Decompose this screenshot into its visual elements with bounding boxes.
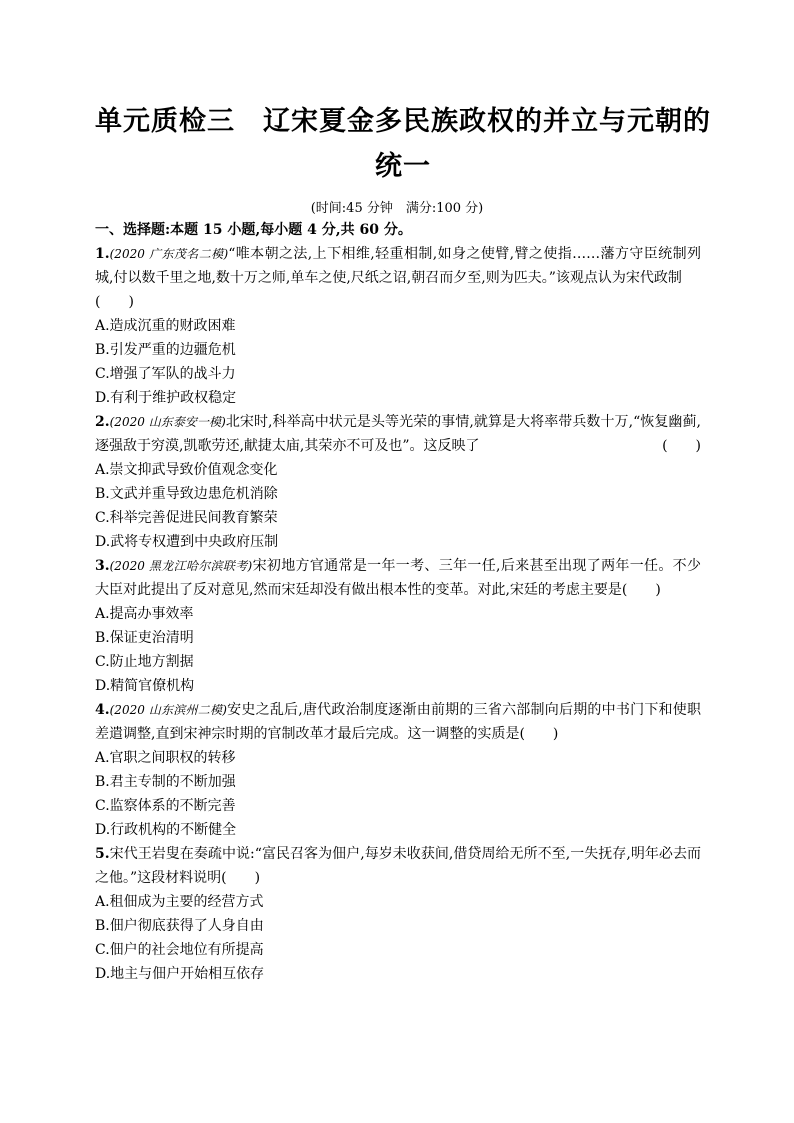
option-c: C.监察体系的不断完善 — [95, 798, 236, 814]
question-source: (2020 黑龙江哈尔滨联考) — [109, 559, 253, 573]
option-d: D.行政机构的不断健全 — [95, 822, 237, 838]
option-c: C.防止地方割据 — [95, 654, 194, 670]
option-d: D.地主与佃户开始相互依存 — [95, 966, 265, 982]
option-d: D.武将专权遭到中央政府压制 — [95, 534, 279, 550]
exam-info: (时间:45 分钟 满分:100 分) — [310, 201, 484, 216]
option-b: B.佃户彻底获得了人身自由 — [95, 918, 264, 934]
answer-bracket: ( ) — [95, 294, 134, 310]
option-c: C.增强了军队的战斗力 — [95, 366, 236, 382]
page-title-line-2: 统一 — [375, 151, 431, 182]
question-1: 1.(2020 广东茂名二模)“唯本朝之法,上下相维,轻重相制,如身之使臂,臂之使指……藩方守臣统制列城,付以数千里之地,数十万之师,单车之使,尺纸之诏,朝召而夕至,则为匹夫。”该观点认为宋代政制 — [95, 246, 701, 286]
question-source: (2020 山东滨州二模) — [109, 703, 227, 717]
page-title-line-1: 单元质检三 辽宋夏金多民族政权的并立与元朝的 — [95, 106, 711, 137]
question-5: 5.宋代王岩叟在奏疏中说:“富民召客为佃户,每岁未收获间,借贷周给无所不至,一失抚存,明年必去而之他。”这段材料说明( ) — [95, 846, 701, 886]
question-number: 2 — [95, 414, 105, 430]
question-stem: “唯本朝之法,上下相维,轻重相制,如身之使臂,臂之使指……藩方守臣统制列城,付以数千里之地,数十万之师,单车之使,尺纸之诏,朝召而夕至,则为匹夫。”该观点认为宋代政制 — [95, 246, 701, 286]
option-b: B.保证吏治清明 — [95, 630, 194, 646]
question-number: 5 — [95, 846, 105, 862]
question-body — [95, 218, 701, 986]
question-4: 4.(2020 山东滨州二模)安史之乱后,唐代政治制度逐渐由前期的三省六部制向后期的中书门下和使职差遣调整,直到宋神宗时期的官制改革才最后完成。这一调整的实质是( ) — [95, 702, 702, 742]
option-c: C.佃户的社会地位有所提高 — [95, 942, 264, 958]
option-b: B.引发严重的边疆危机 — [95, 342, 236, 358]
question-source: (2020 广东茂名二模) — [109, 247, 229, 261]
question-stem: 安史之乱后,唐代政治制度逐渐由前期的三省六部制向后期的中书门下和使职差遣调整,直到宋神宗时期的官制改革才最后完成。这一调整的实质是( ) — [95, 702, 702, 742]
question-stem: 北宋时,科举高中状元是头等光荣的事情,就算是大将率带兵数十万,“恢复幽蓟,逐强敌于穷漠,凯歌劳还,献捷太庙,其荣亦不可及也”。这反映了 — [95, 414, 701, 454]
question-number: 4 — [95, 702, 105, 718]
question-number: 1 — [95, 246, 105, 262]
question-2: 2.(2020 山东泰安一模)北宋时,科举高中状元是头等光荣的事情,就算是大将率带兵数十万,“恢复幽蓟,逐强敌于穷漠,凯歌劳还,献捷太庙,其荣亦不可及也”。这反映了 ( ) — [95, 410, 701, 458]
question-source: (2020 山东泰安一模) — [109, 415, 226, 429]
section-heading: 一、选择题:本题 15 小题,每小题 4 分,共 60 分。 — [95, 222, 412, 238]
option-a: A.提高办事效率 — [95, 606, 194, 622]
option-b: B.文武并重导致边患危机消除 — [95, 486, 278, 502]
question-3: 3.(2020 黑龙江哈尔滨联考)宋初地方官通常是一年一考、三年一任,后来甚至出现了两年一任。不少大臣对此提出了反对意见,然而宋廷却没有做出根本性的变革。对此,宋廷的考虑主要是( ) — [95, 558, 702, 598]
option-c: C.科举完善促进民间教育繁荣 — [95, 510, 278, 526]
option-b: B.君主专制的不断加强 — [95, 774, 236, 790]
option-a: A.官职之间职权的转移 — [95, 750, 236, 766]
option-d: D.精简官僚机构 — [95, 678, 195, 694]
question-stem: 宋初地方官通常是一年一考、三年一任,后来甚至出现了两年一任。不少大臣对此提出了反对意见,然而宋廷却没有做出根本性的变革。对此,宋廷的考虑主要是( ) — [95, 558, 702, 598]
option-a: A.租佃成为主要的经营方式 — [95, 894, 264, 910]
question-number: 3 — [95, 558, 105, 574]
answer-bracket: ( ) — [662, 438, 701, 454]
question-stem: 宋代王岩叟在奏疏中说:“富民召客为佃户,每岁未收获间,借贷周给无所不至,一失抚存,明年必去而之他。”这段材料说明( ) — [95, 846, 701, 886]
option-d: D.有利于维护政权稳定 — [95, 390, 237, 406]
option-a: A.崇文抑武导致价值观念变化 — [95, 462, 278, 478]
option-a: A.造成沉重的财政困难 — [95, 318, 236, 334]
